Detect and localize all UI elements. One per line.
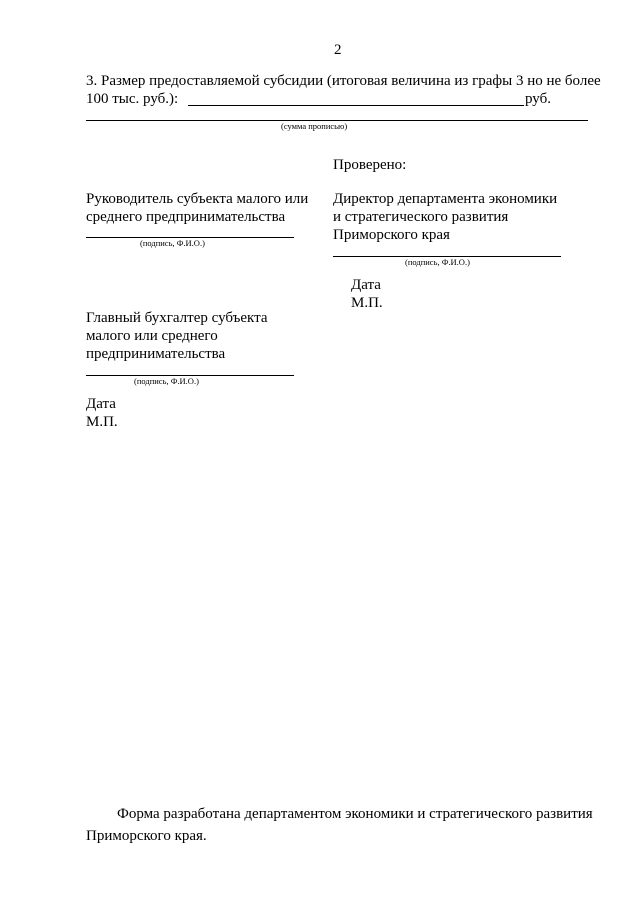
form-origin-note-line-1: Форма разработана департаментом экономики и стратегического развития (117, 806, 593, 822)
director-title-line-2: и стратегического развития (333, 209, 509, 225)
subsidy-amount-line-1: 3. Размер предоставляемой субсидии (итоговая величина из графы 3 но не более (86, 73, 601, 89)
director-date-label: Дата (351, 277, 381, 293)
form-origin-note-line-2: Приморского края. (86, 828, 207, 844)
accountant-title-line-2: малого или среднего (86, 328, 218, 344)
subsidy-amount-field-line (188, 105, 524, 106)
accountant-title-line-1: Главный бухгалтер субъекта (86, 310, 268, 326)
subsidy-amount-line-2-prefix: 100 тыс. руб.): (86, 91, 179, 107)
page-number: 2 (334, 42, 342, 58)
verified-label: Проверено: (333, 157, 407, 173)
director-signature-caption: (подпись, Ф.И.О.) (405, 257, 470, 267)
head-signature-caption: (подпись, Ф.И.О.) (140, 238, 205, 248)
accountant-stamp-label: М.П. (86, 414, 118, 430)
director-title-line-1: Директор департамента экономики (333, 191, 558, 207)
amount-in-words-caption: (сумма прописью) (281, 121, 348, 131)
head-title-line-1: Руководитель субъекта малого или (86, 191, 309, 207)
director-stamp-label: М.П. (351, 295, 383, 311)
head-title-line-2: среднего предпринимательства (86, 209, 286, 225)
accountant-title-line-3: предпринимательства (86, 346, 226, 362)
accountant-date-label: Дата (86, 396, 116, 412)
accountant-signature-caption: (подпись, Ф.И.О.) (134, 376, 199, 386)
subsidy-amount-currency: руб. (525, 91, 551, 107)
director-title-line-3: Приморского края (333, 227, 450, 243)
